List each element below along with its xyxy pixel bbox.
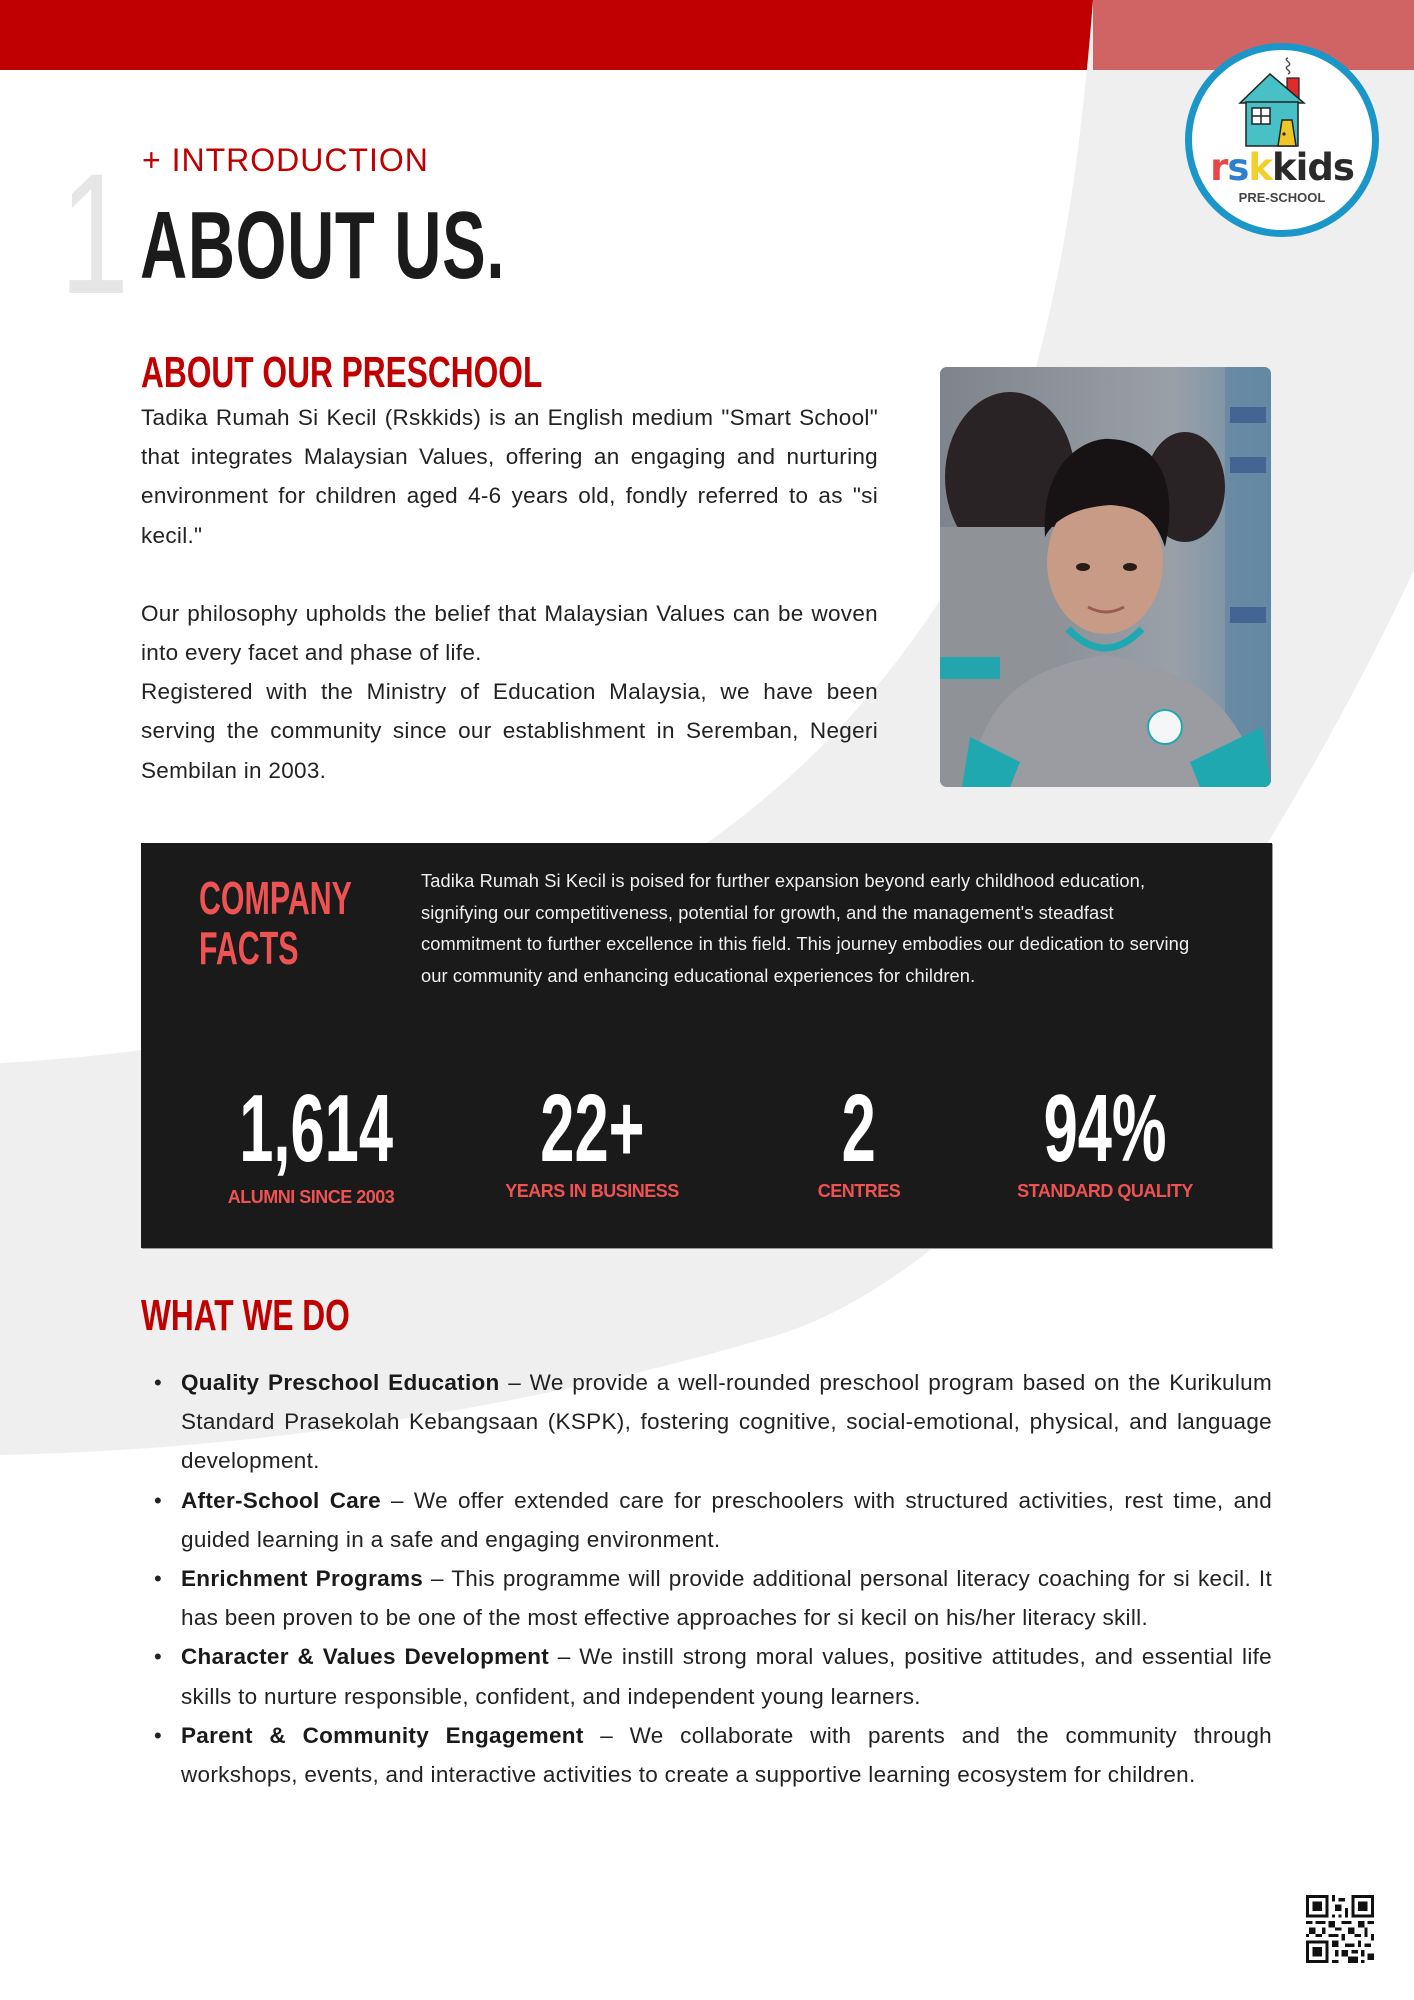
bullet-icon: • — [154, 1487, 163, 1513]
rskkids-logo — [1185, 43, 1379, 237]
about-body — [141, 398, 878, 790]
stat-value: 1,614 — [239, 1075, 393, 1182]
company-facts-panel — [141, 843, 1272, 1248]
stat-years — [477, 1075, 707, 1202]
about-paragraph: Registered with the Ministry of Education Malaysia, we have been serving the community since our establishment in Seremban, Negeri Sembilan in 2003. — [141, 679, 878, 783]
company-facts-body: Tadika Rumah Si Kecil is poised for further expansion beyond early childhood education, signifying our competitiveness, potential for growth, and the management's steadfast commitment to further excellence in this field. This journey embodies our dedication to serving our community and enhancing educational experiences for children. — [421, 870, 1190, 986]
child-photo-illustration — [940, 367, 1271, 787]
about-paragraph: Our philosophy upholds the belief that Malaysian Values can be woven into every facet and phase of life. — [141, 600, 878, 666]
qr-code-icon[interactable] — [1306, 1895, 1374, 1963]
stat-centres — [744, 1075, 974, 1202]
bullet-icon: • — [154, 1722, 163, 1748]
list-item: • Character & Values Development – We instill strong moral values, positive attitudes, and essential life skills to nurture responsible, confident, and independent young learners. — [141, 1637, 1272, 1715]
stat-label: STANDARD QUALITY — [1017, 1181, 1193, 1201]
stat-value: 22+ — [539, 1075, 645, 1182]
stat-label: ALUMNI SINCE 2003 — [227, 1187, 395, 1207]
about-paragraph: Tadika Rumah Si Kecil (Rskkids) is an English medium "Smart School" that integrates Malaysian Values, offering an engaging and nurturing environment for children aged 4-6 years old, fondly referred to as "si kecil." — [141, 405, 878, 548]
list-item: • Enrichment Programs – This programme will provide additional personal literacy coaching for si kecil. It has been proven to be one of the most effective approaches for si kecil on his/her literacy skill. — [141, 1559, 1272, 1637]
list-item: • Parent & Community Engagement – We collaborate with parents and the community through workshops, events, and interactive activities to create a supportive learning ecosystem for children. — [141, 1716, 1272, 1794]
bullet-icon: • — [154, 1370, 163, 1395]
stat-quality — [990, 1075, 1220, 1202]
about-heading: ABOUT OUR PRESCHOOL — [141, 348, 543, 397]
stat-value: 94% — [1043, 1075, 1167, 1182]
stat-alumni — [196, 1075, 426, 1208]
logo-wordmark: rskkids — [1210, 146, 1354, 189]
what-we-do-heading: WHAT WE DO — [141, 1291, 350, 1340]
list-item: • After-School Care – We offer extended care for preschoolers with structured activities, rest time, and guided learning in a safe and engaging environment. — [141, 1481, 1272, 1559]
section-kicker: + INTRODUCTION — [142, 142, 429, 178]
services-list — [141, 1363, 1272, 1794]
student-photo — [940, 367, 1271, 787]
bullet-icon: • — [154, 1644, 163, 1670]
company-facts-heading: COMPANY FACTS — [199, 872, 352, 974]
page-title: ABOUT US. — [140, 192, 506, 299]
stat-label: YEARS IN BUSINESS — [505, 1181, 679, 1201]
section-number: 1 — [60, 138, 129, 330]
bullet-icon: • — [154, 1566, 163, 1592]
stat-label: CENTRES — [817, 1181, 901, 1201]
stat-value: 2 — [841, 1075, 877, 1182]
logo-subtitle: PRE-SCHOOL — [1238, 190, 1326, 205]
list-item: • Quality Preschool Education – We provide a well-rounded preschool program based on the Kurikulum Standard Prasekolah Kebangsaan (KSPK), fostering cognitive, social-emotional, physical, and language development. — [141, 1363, 1272, 1481]
